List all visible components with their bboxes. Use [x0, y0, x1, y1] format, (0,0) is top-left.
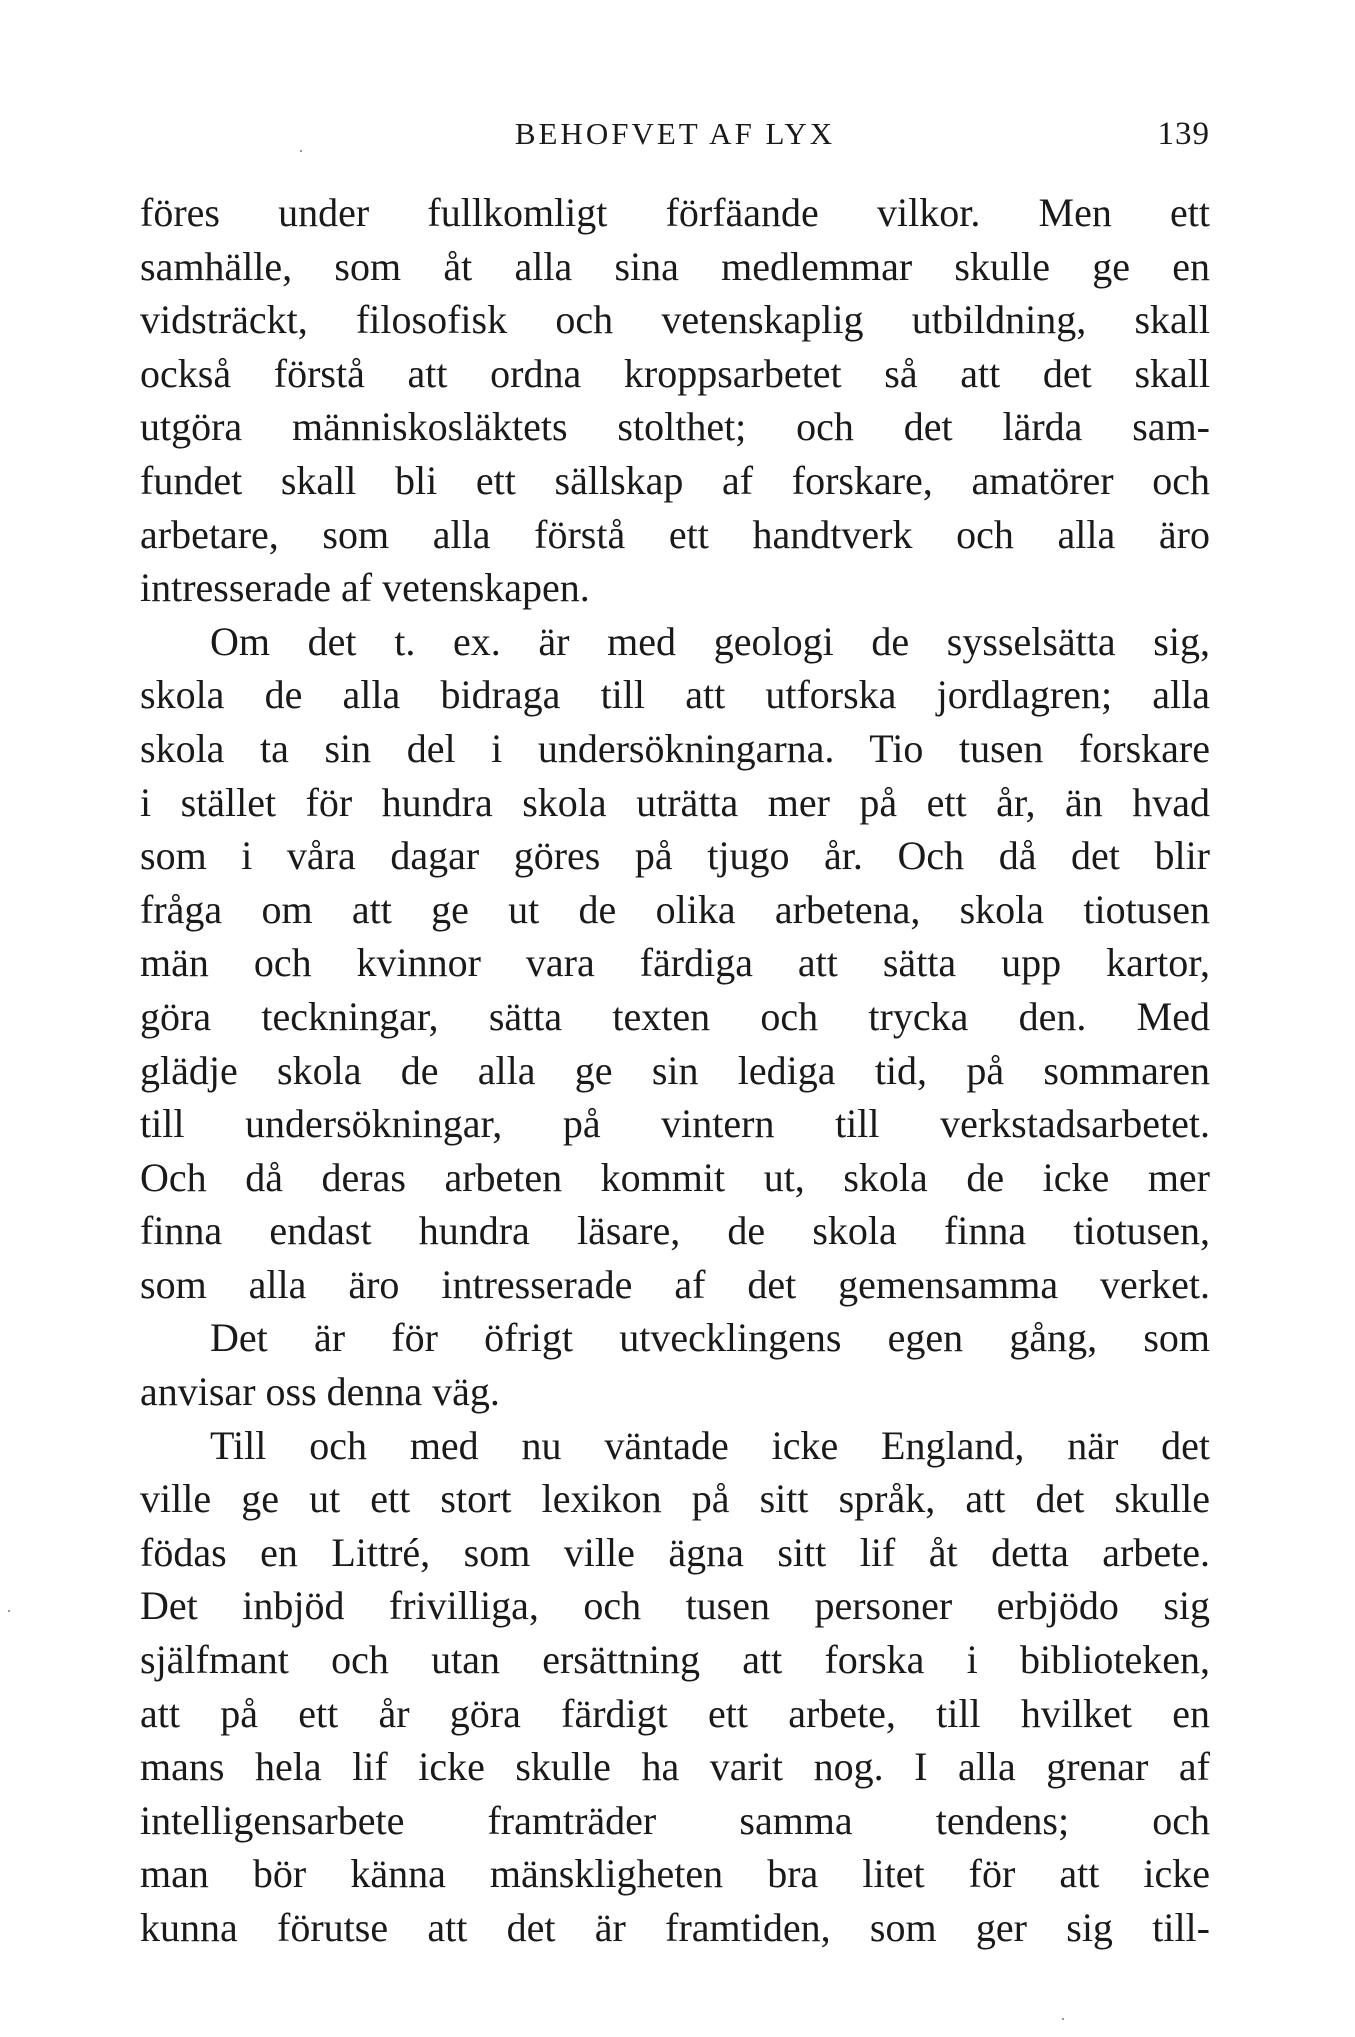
text-line: man bör känna mänskligheten bra litet för att icke [140, 1851, 1210, 1897]
text-line: Och då deras arbeten kommit ut, skola de icke mer [140, 1154, 1210, 1200]
page-number: 139 [1157, 116, 1210, 152]
text-line: också förstå att ordna kroppsarbetet så att det skall [140, 350, 1210, 396]
text-line: som i våra dagar göres på tjugo år. Och då det blir [140, 833, 1210, 879]
text-line: föres under fullkomligt förfäande vilkor. Men ett [140, 190, 1210, 235]
text-line: glädje skola de alla ge sin lediga tid, på sommaren [140, 1047, 1210, 1093]
paragraph-first-line: Det är för öfrigt utvecklingens egen gång, som [210, 1315, 1210, 1361]
text-line: till undersökningar, på vintern till verkstadsarbetet. [140, 1101, 1210, 1147]
text-line: skola ta sin del i undersökningarna. Tio tusen forskare [140, 725, 1210, 771]
scan-speck [1062, 2018, 1064, 2020]
text-line: vidsträckt, filosofisk och vetenskaplig utbildning, skall [140, 297, 1210, 343]
text-line: intelligensarbete framträder samma tendens; och [140, 1797, 1210, 1843]
text-line: finna endast hundra läsare, de skola finna tiotusen, [140, 1208, 1210, 1254]
text-line: fråga om att ge ut de olika arbetena, skola tiotusen [140, 886, 1210, 932]
text-line: i stället för hundra skola uträtta mer på ett år, än hvad [140, 779, 1210, 825]
text-line: Det inbjöd frivilliga, och tusen personer erbjödo sig [140, 1583, 1210, 1629]
text-line: intresserade af vetenskapen. [140, 565, 590, 611]
text-line: män och kvinnor vara färdiga att sätta upp kartor, [140, 940, 1210, 986]
text-line: födas en Littré, som ville ägna sitt lif åt detta arbete. [140, 1529, 1210, 1575]
scan-speck [8, 1610, 10, 1612]
text-line: som alla äro intresserade af det gemensamma verket. [140, 1261, 1210, 1307]
text-line: arbetare, som alla förstå ett handtverk och alla äro [140, 511, 1210, 557]
scan-speck [300, 150, 302, 152]
text-line: göra teckningar, sätta texten och trycka den. Med [140, 993, 1210, 1039]
paragraph-first-line: Om det t. ex. är med geologi de sysselsätta sig, [210, 618, 1210, 664]
text-line: anvisar oss denna väg. [140, 1369, 500, 1415]
body-text [140, 186, 1210, 1955]
paragraph-first-line: Till och med nu väntade icke England, när det [210, 1422, 1210, 1468]
text-line: själfmant och utan ersättning att forska i biblioteken, [140, 1637, 1210, 1683]
text-line: ville ge ut ett stort lexikon på sitt språk, att det skulle [140, 1476, 1210, 1522]
text-line: kunna förutse att det är framtiden, som ger sig till- [140, 1905, 1210, 1950]
running-title: BEHOFVET AF LYX [514, 116, 836, 151]
text-line: fundet skall bli ett sällskap af forskare, amatörer och [140, 457, 1210, 503]
running-head [140, 116, 1210, 166]
text-line: skola de alla bidraga till att utforska jordlagren; alla [140, 672, 1210, 718]
text-line: att på ett år göra färdigt ett arbete, till hvilket en [140, 1690, 1210, 1736]
text-line: samhälle, som åt alla sina medlemmar skulle ge en [140, 243, 1210, 289]
text-line: mans hela lif icke skulle ha varit nog. I alla grenar af [140, 1744, 1210, 1790]
text-line: utgöra människosläktets stolthet; och det lärda sam- [140, 404, 1210, 450]
